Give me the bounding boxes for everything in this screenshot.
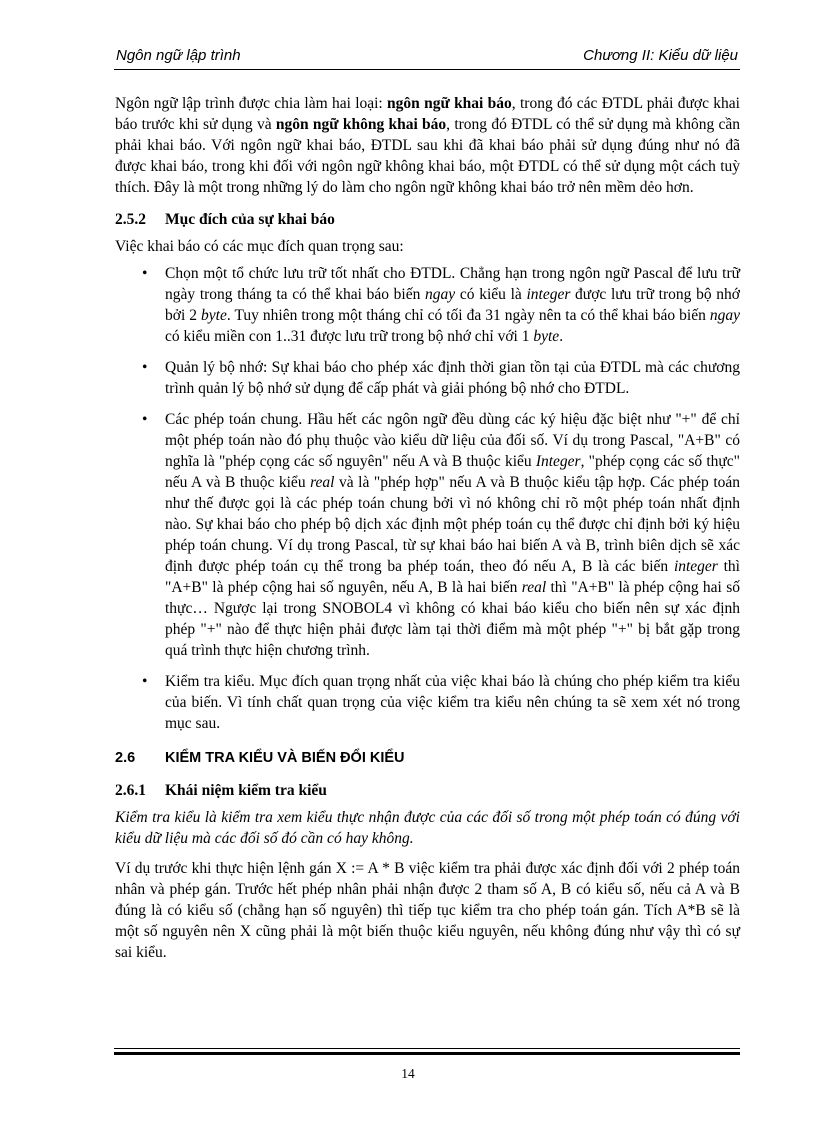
footer-rule-thin [114,1048,740,1049]
type-check-definition: Kiểm tra kiểu là kiểm tra xem kiểu thực nhận được của các đối số trong một phép toán có đúng với kiểu dữ liệu mà các đối số đó cần có hay không. [115,809,740,847]
header-book-title: Ngôn ngữ lập trình [116,47,241,64]
page-header [114,44,740,68]
header-chapter-title: Chương II: Kiểu dữ liệu [583,47,738,64]
section-heading-2-6: 2.6 KIỂM TRA KIỂU VÀ BIẾN ĐỔI KIỂU [115,750,405,766]
header-rule [114,69,740,70]
bullet-icon: • [142,673,148,690]
section-heading-2-5-2: 2.5.2 Mục đích của sự khai báo [115,211,335,228]
bullet-icon: • [142,411,148,428]
list-item: • Kiểm tra kiểu. Mục đích quan trọng nhất của việc khai báo là chúng cho phép kiểm tra kiểu của biến. Vì tính chất quan trọng của việc kiểm tra kiểu nên chúng ta sẽ xem xét nó trong mục sau. [142,673,740,732]
list-item: • Chọn một tổ chức lưu trữ tốt nhất cho ĐTDL. Chẳng hạn trong ngôn ngữ Pascal để lưu trữ ngày trong tháng ta có thể khai báo biến ngay có kiểu là integer được lưu trữ trong bộ nhớ bởi 2 byte. Tuy nhiên trong một tháng chỉ có tối đa 31 ngày nên ta có thể khai báo biến ngay có kiểu miền con 1..31 được lưu trữ trong bộ nhớ chỉ với 1 byte. [142,265,740,345]
footer-rule-thick [114,1052,740,1055]
bullet-icon: • [142,265,148,282]
section-2-5-2-lead: Việc khai báo có các mục đích quan trọng sau: [115,238,404,255]
list-item: • Quản lý bộ nhớ: Sự khai báo cho phép xác định thời gian tồn tại của ĐTDL mà các chương trình quản lý bộ nhớ sử dụng để cấp phát và giải phóng bộ nhớ cho ĐTDL. [142,359,740,397]
term-undeclared-language: ngôn ngữ không khai báo [275,116,447,133]
term-declared-language: ngôn ngữ khai báo [387,95,512,112]
purpose-list [115,263,740,734]
list-item: • Các phép toán chung. Hầu hết các ngôn ngữ đều dùng các ký hiệu đặc biệt như "+" để chỉ một phép toán nào đó phụ thuộc vào kiểu dữ liệu của đối số. Ví dụ trong Pascal, "A+B" có nghĩa là "phép cọng các số nguyên" nếu A và B thuộc kiểu Integer, "phép cọng các số thực" nếu A và B thuộc kiểu real và là "phép hợp" nếu A và B thuộc kiểu tập hợp. Các phép toán như thế được gọi là các phép toán chung bởi vì nó không chỉ rõ một phép toán nhất định nào. Sự khai báo cho phép bộ dịch xác định một phép toán cụ thể được chỉ định bởi ký hiệu phép toán chung. Ví dụ trong Pascal, từ sự khai báo hai biến A và B, trình biên dịch sẽ xác định được phép toán cụ thể trong ba phép toán, theo đó nếu A, B là các biến integer thì "A+B" là phép cộng hai số nguyên, nếu A, B là hai biến real thì "A+B" là phép cộng hai số thực… Ngược lại trong SNOBOL4 vì không có khai báo kiểu cho biến nên sự xác định phép "+" nào để thực hiện phải được làm tại thời điểm mà một phép "+" bị bắt gặp trong quá trình thực hiện chương trình. [142,411,741,659]
intro-paragraph: Ngôn ngữ lập trình được chia làm hai loại: ngôn ngữ khai báo, trong đó các ĐTDL phải được khai báo trước khi sử dụng và ngôn ngữ không khai báo, trong đó ĐTDL có thể sử dụng mà không cần phải khai báo. Với ngôn ngữ khai báo, ĐTDL sau khi đã khai báo phải sử dụng đúng như nó đã được khai báo, trong khi đối với ngôn ngữ không khai báo, một ĐTDL có thể sử dụng một cách tuỳ thích. Đây là một trong những lý do làm cho ngôn ngữ không khai báo trở nên mềm dẻo hơn. [115,95,740,196]
bullet-icon: • [142,359,148,376]
page-number: 14 [401,1066,415,1081]
type-check-example: Ví dụ trước khi thực hiện lệnh gán X := A * B việc kiểm tra phải được xác định đối với 2 phép toán nhân và phép gán. Trước hết phép nhân phải nhận được 2 tham số A, B có kiểu số, nếu cả A và B đúng là có kiểu số (chẳng hạn số nguyên) thì tiếp tục kiểm tra cho phép toán gán. Tích A*B sẽ là một số nguyên nên X cũng phải là một biến thuộc kiểu nguyên, nếu không đúng như vậy thì có sự sai kiểu. [115,860,740,961]
page-body [115,93,740,963]
section-heading-2-6-1: 2.6.1 Khái niệm kiểm tra kiểu [115,782,327,799]
